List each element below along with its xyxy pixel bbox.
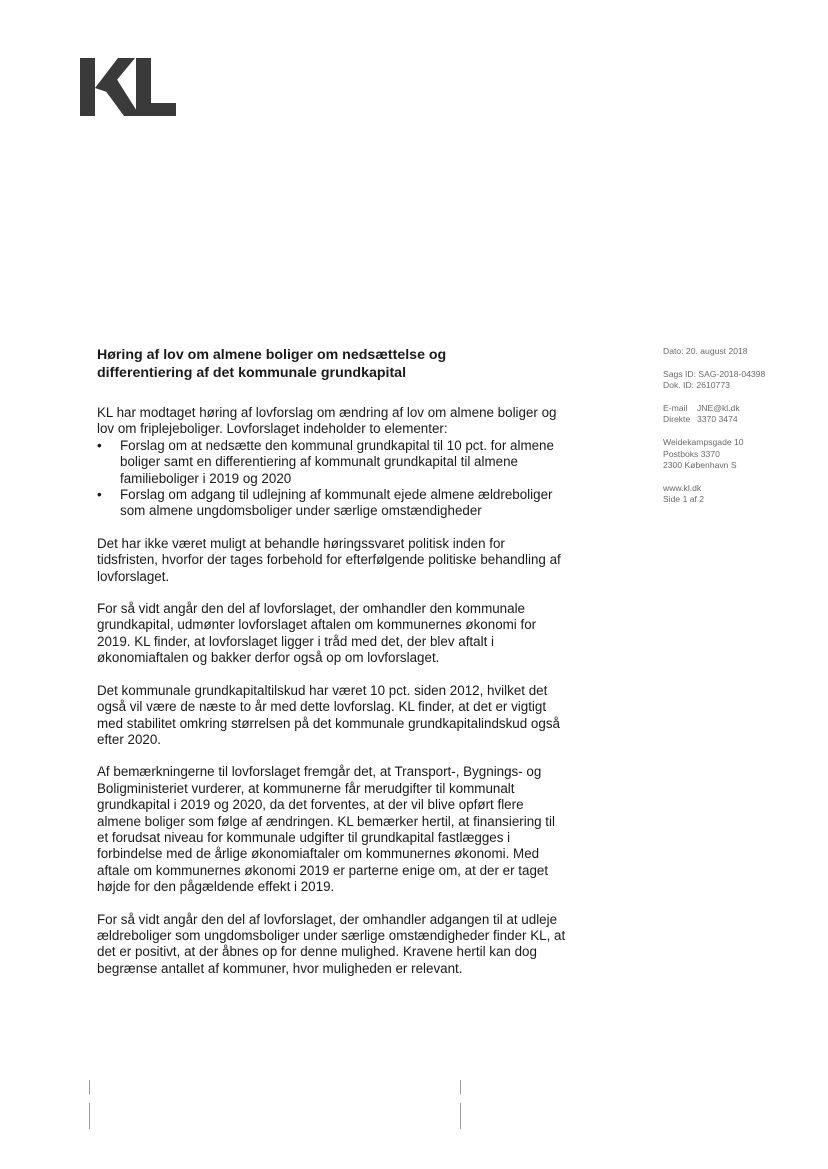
contact-block xyxy=(663,403,813,426)
list-item: • Forslag om adgang til udlejning af kommunalt ejede almene ældreboliger som almene ungdomsboliger under særlige omstændigheder xyxy=(120,487,567,520)
email-row xyxy=(663,403,813,415)
email-value[interactable]: JNE@kl.dk xyxy=(697,402,740,413)
document-meta-sidebar xyxy=(663,346,813,517)
paragraph-grundkapital: For så vidt angår den del af lovforslaget, der omhandler den kommunale grundkapital, udmønter lovforslaget aftalen om kommunernes økonomi for 2019. KL finder, at lovforslaget ligger i tråd med det, der blev aftalt i økonomiaftalen og bakker derfor også op om lovforslaget. xyxy=(97,601,537,666)
address-block xyxy=(663,437,813,472)
fold-mark-left-lower xyxy=(89,1103,90,1129)
address-city: 2300 København S xyxy=(663,460,737,471)
website-link[interactable]: www.kl.dk xyxy=(663,482,702,493)
address-pobox: Postboks 3370 xyxy=(663,448,720,459)
id-block xyxy=(663,369,813,392)
date-text: Dato: 20. august 2018 xyxy=(663,346,748,356)
fold-mark-center xyxy=(460,1080,461,1094)
web-block xyxy=(663,483,813,506)
intro-paragraph: KL har modtaget høring af lovforslag om ændring af lov om almene boliger og lov om friplejeboliger. Lovforslaget indeholder to elementer: xyxy=(97,405,557,437)
direct-phone-row xyxy=(663,414,813,426)
fold-mark-left xyxy=(89,1080,90,1094)
paragraph-aeldreboliger: For så vidt angår den del af lovforslaget, der omhandler adgangen til at udleje ældreboliger som ungdomsboliger under særlige omstændigheder finder KL, at det er positivt, at der åbnes op for denne mulighed. Kravene hertil kan dog begrænse antallet af kommuner, hvor muligheden er relevant. xyxy=(97,911,566,976)
address-street: Weidekampsgade 10 xyxy=(663,436,744,447)
paragraph-political-reservation: Det har ikke været muligt at behandle høringssvaret politisk inden for tidsfristen, hvorfor der tages forbehold for efterfølgende politiske behandling af lovforslaget. xyxy=(97,535,561,584)
fold-mark-center-lower xyxy=(460,1103,461,1129)
doc-id: Dok. ID: 2610773 xyxy=(663,380,730,391)
direct-label: Direkte xyxy=(663,414,691,425)
paragraph-grundkapitaltilskud: Det kommunale grundkapitaltilskud har været 10 pct. siden 2012, hvilket det også vil være de næste to år med dette lovforslag. KL finder, at det er vigtigt med stabilitet omkring størrelsen på det kommunale grundkapitalindskud også efter 2020. xyxy=(97,682,560,747)
title-line-2: differentiering af det kommunale grundkapital xyxy=(97,365,407,381)
document-body xyxy=(97,405,567,993)
date-block xyxy=(663,346,813,358)
element-list xyxy=(97,438,567,520)
list-item: • Forslag om at nedsætte den kommunal grundkapital til 10 pct. for almene boliger samt en differentiering af kommunalt grundkapital til almene familieboliger i 2019 og 2020 xyxy=(120,438,567,487)
direct-value: 3370 3474 xyxy=(697,414,738,425)
title-line-1: Høring af lov om almene boliger om nedsættelse og xyxy=(97,347,447,363)
case-id: Sags ID: SAG-2018-04398 xyxy=(663,368,766,379)
page-number: Side 1 af 2 xyxy=(663,494,705,505)
email-label: E-mail xyxy=(663,402,688,413)
document-title xyxy=(97,346,567,382)
paragraph-remarks: Af bemærkningerne til lovforslaget fremgår det, at Transport-, Bygnings- og Boligministeriet vurderer, at kommunerne får merudgifter til kommunalt grundkapital i 2019 og 2020, da det forventes, at der vil blive opført flere almene boliger som følge af ændringen. KL bemærker hertil, at finansiering til et forudsat niveau for kommunale udgifter til grundkapital fastlægges i forbindelse med de årlige økonomiaftaler om kommunernes økonomi. Med aftale om kommunernes økonomi 2019 er parterne enige om, at der er taget højde for den pågældende effekt i 2019. xyxy=(97,764,555,895)
kl-logo xyxy=(80,58,176,116)
